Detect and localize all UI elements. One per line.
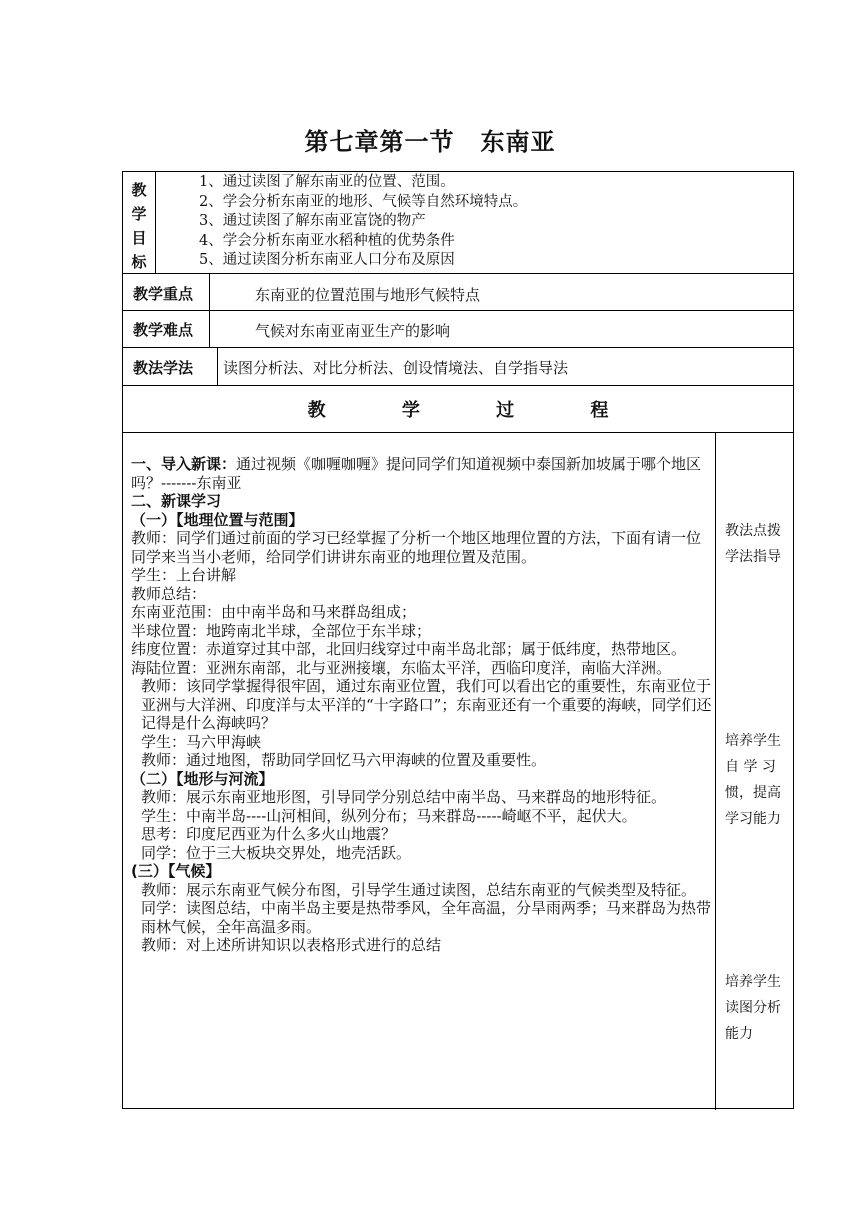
section-1-heading: （一）【地理位置与范围】: [131, 510, 304, 529]
goal-item: 4、学会分析东南亚水稻种植的优势条件: [199, 232, 455, 249]
process-line: 教师：同学们通过前面的学习已经掌握了分析一个地区地理位置的方法，下面有请一位同学来当当小老师，给同学们讲讲东南亚的地理位置及范围。: [131, 529, 702, 566]
col-divider: [217, 347, 218, 385]
process-line: 海陆位置：亚洲东南部，北与亚洲接壤，东临太平洋，西临印度洋，南临大洋洲。: [131, 658, 672, 677]
goal-item: 5、通过读图分析东南亚人口分布及原因: [199, 252, 455, 268]
row-divider: [123, 347, 793, 348]
difficulty-text: 气候对东南亚南亚生产的影响: [255, 322, 451, 340]
process-line: 同学：读图总结，中南半岛主要是热带季风，全年高温，分旱雨两季；马来群岛为热带雨林气候，全年高温多雨。: [141, 899, 712, 936]
goal-item: 3、通过读图了解东南亚富饶的物产: [199, 213, 426, 229]
title-part-2: 东南亚: [480, 128, 556, 156]
new-lesson-heading: 二、新课学习: [131, 492, 222, 510]
process-heading: 教 学 过 程: [307, 400, 609, 421]
process-body: [131, 455, 715, 955]
key-point-label: 教学重点: [133, 285, 194, 303]
process-line: 思考：印度尼西亚为什么多火山地震？: [141, 825, 397, 843]
process-line: 半球位置：地跨南北半球，全部位于东半球；: [131, 621, 432, 640]
lesson-plan-table: [122, 171, 794, 1109]
process-line: 教师总结：: [131, 584, 207, 603]
process-line: 教师：通过地图，帮助同学回忆马六甲海峡的位置及重要性。: [141, 751, 547, 769]
col-divider: [715, 432, 716, 1110]
process-line: 教师：展示东南亚气候分布图，引导学生通过读图，总结东南亚的气候类型及特征。: [141, 880, 697, 899]
process-line: 学生：中南半岛----山河相间，纵列分布；马来群岛-----崎岖不平，起伏大。: [141, 806, 637, 825]
intro-paragraph: 一、导入新课：通过视频《咖喱咖喱》提问同学们知道视频中泰国新加坡属于哪个地区吗？-------东南亚: [131, 455, 702, 492]
key-point-text: 东南亚的位置范围与地形气候特点: [255, 286, 481, 304]
goal-item: 1、通过读图了解东南亚的位置、范围。: [199, 174, 455, 190]
row-divider: [123, 310, 793, 311]
process-line: 教师：展示东南亚地形图，引导同学分别总结中南半岛、马来群岛的地形特征。: [141, 788, 667, 806]
goals-label: 教 学 目 标: [131, 181, 147, 271]
process-line: 东南亚范围：由中南半岛和马来群岛组成；: [131, 603, 417, 621]
process-line: 纬度位置：赤道穿过其中部，北回归线穿过中南半岛北部；属于低纬度，热带地区。: [131, 640, 687, 658]
goals-list: [199, 173, 527, 271]
process-line: 同学：位于三大板块交界处，地壳活跃。: [141, 843, 412, 862]
difficulty-label: 教学难点: [133, 321, 194, 339]
col-divider: [155, 172, 156, 273]
process-line: 学生：马六甲海峡: [141, 732, 262, 751]
methods-text: 读图分析法、对比分析法、创设情境法、自学指导法: [223, 359, 569, 377]
process-line: 教师：该同学掌握得很牢固，通过东南亚位置，我们可以看出它的重要性，东南亚位于亚洲与大洋洲、印度洋与太平洋的“十字路口”；东南亚还有一个重要的海峡，同学们还记得是什么海峡吗？: [141, 677, 712, 732]
side-note-1: 教法点拨 学法指导: [725, 523, 781, 565]
title-part-1: 第七章第一节: [304, 128, 455, 156]
goal-item: 2、学会分析东南亚的地形、气候等自然环境特点。: [199, 193, 528, 210]
process-line: 教师：对上述所讲知识以表格形式进行的总结: [141, 936, 442, 954]
process-line: 学生：上台讲解: [131, 566, 237, 584]
page-title: [0, 122, 860, 157]
section-3-heading: (三）【气候】: [131, 862, 221, 880]
row-divider: [123, 273, 793, 274]
side-note-3: 培养学生 读图分析 能力: [725, 974, 781, 1042]
section-2-heading: （二）【地形与河流】: [131, 769, 274, 788]
side-note-2: 培养学生 自 学 习 惯，提高 学习能力: [725, 733, 781, 827]
row-divider: [123, 385, 793, 386]
row-divider: [123, 432, 793, 433]
col-divider: [209, 273, 210, 347]
methods-label: 教法学法: [133, 359, 194, 377]
